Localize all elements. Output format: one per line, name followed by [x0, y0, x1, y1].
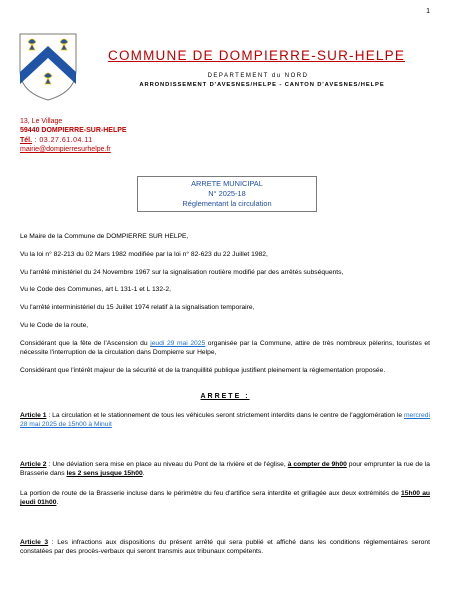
- ascension-date-link[interactable]: jeudi 29 mai 2025: [150, 340, 206, 347]
- article-1-date-link[interactable]: mercredi 28 mai 2025 de 15h00 à Minuit: [20, 412, 430, 429]
- article-2-p2-hours: 15h00 au jeudi 01h00: [20, 490, 431, 507]
- maire-line: Le Maire de la Commune de DOMPIERRE SUR HELPE,: [20, 233, 189, 240]
- article-2-text-2: pour emprunter la rue de la Brasserie dans: [20, 461, 430, 478]
- article-2-paragraph-2: [20, 489, 430, 507]
- article-2-end-time: les 2 sens jusque 15h00: [66, 470, 143, 478]
- vu-arrete-interministeriel: Vu l'arrêté interministériel du 15 Juillet 1974 relatif à la signalisation temporaire,: [20, 304, 255, 311]
- commune-title: COMMUNE DE DOMPIERRE-SUR-HELPE: [108, 48, 406, 63]
- address-block: [20, 117, 127, 155]
- article-1: [20, 411, 430, 429]
- considerant-1-text: Considérant que la fête de l'Ascension du: [20, 340, 151, 347]
- address-city: 59440 DOMPIERRE-SUR-HELPE: [20, 127, 127, 135]
- considerant-2: Considérant que l'intérêt majeur de la sécurité et de la tranquillité publique justifient pleinement la réglementation proposée.: [20, 367, 386, 374]
- considerant-1-block: [20, 339, 430, 357]
- vu-arrete-ministeriel-block: [20, 268, 430, 277]
- arrete-heading: [0, 393, 450, 400]
- considerant-2-block: [20, 366, 430, 375]
- coat-of-arms-icon: [18, 32, 78, 102]
- article-1-label: Article 1: [20, 412, 47, 419]
- arrete-subject: Réglementant la circulation: [182, 199, 272, 208]
- article-2-text: : Une déviation sera mise en place au niveau du Pont de la rivière et de l'église,: [46, 461, 288, 468]
- department-label: DEPARTEMENT du NORD: [207, 73, 309, 79]
- vu-code-route-block: [20, 321, 430, 330]
- article-3: [20, 538, 430, 556]
- article-2-p2-text: La portion de route de la Brasserie incluse dans le périmètre du feu d'artifice sera interdite et grillagée aux deux extrémités de: [20, 490, 402, 497]
- arrete-number: N° 2025-18: [208, 189, 246, 198]
- vu-arrete-ministeriel: Vu l'arrêté ministériel du 24 Novembre 1967 sur la signalisation routière modifié par des arrêtés subséquents,: [20, 269, 344, 276]
- arrete-heading-text: ARRETE :: [200, 393, 250, 400]
- vu-loi: Vu la loi n° 82-213 du 02 Mars 1982 modifiée par la loi n° 82-623 du 22 Juillet 1982,: [20, 251, 268, 258]
- article-2-start-time: à compter de 9h00: [287, 461, 347, 468]
- considerant-1: [20, 339, 430, 357]
- arrete-title: ARRETE MUNICIPAL: [191, 179, 263, 188]
- phone-number: : 03.27.61.04.11: [32, 136, 93, 144]
- article-3-label: Article 3: [20, 539, 49, 546]
- article-2-p2-end: .: [56, 499, 59, 507]
- vu-arrete-interministeriel-block: [20, 303, 430, 312]
- arrete-title-box: [137, 176, 317, 212]
- article-2: [20, 460, 430, 478]
- article-3-text: : Les infractions aux dispositions du présent arrêté qui sera publié et affiché dans les conditions réglementaires seront constatées par des procès-verbaux qui seront transmis aux tribunaux compétents.: [20, 539, 430, 556]
- page-number: 1: [426, 8, 430, 15]
- article-2-text-3: .: [142, 470, 145, 478]
- preamble: [20, 232, 430, 241]
- article-1-text: : La circulation et le stationnement de tous les véhicules seront strictement interdits dans le centre de l'agglomération le: [46, 412, 404, 419]
- email-link[interactable]: mairie@dompierresurhelpe.fr: [20, 146, 111, 154]
- vu-code-communes: Vu le Code des Communes, art L 131-1 et L 132-2,: [20, 286, 171, 293]
- address-street: 13, Le Village: [20, 118, 63, 125]
- vu-loi-block: [20, 250, 430, 259]
- vu-code-route: Vu le Code de la route,: [20, 322, 89, 329]
- article-2-label: Article 2: [20, 461, 47, 468]
- phone-label: Tél.: [20, 136, 33, 144]
- address-phone: [20, 136, 127, 145]
- vu-code-communes-block: [20, 285, 430, 294]
- considerant-1-rest: organisée par la Commune, attire de très nombreux pèlerins, touristes et nécessite l'interruption de la circulation dans Dompierre sur Helpe,: [20, 340, 430, 357]
- arrondissement-label: ARRONDISSEMENT D'AVESNES/HELPE - CANTON D'AVESNES/HELPE: [139, 82, 385, 88]
